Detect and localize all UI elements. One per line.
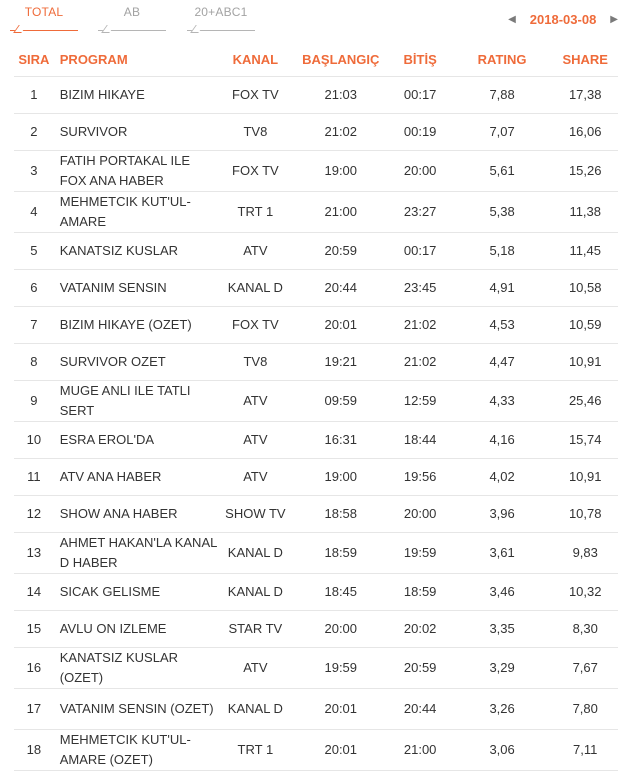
tab-ab-label: AB	[123, 5, 141, 19]
row-end-time: 00:17	[389, 77, 452, 114]
row-program: AVLU ON IZLEME	[54, 611, 218, 648]
tab-total-label: TOTAL	[24, 5, 64, 19]
row-start-time: 18:59	[293, 533, 389, 574]
row-share: 7,67	[552, 648, 618, 689]
row-channel: ATV	[218, 381, 293, 422]
row-end-time: 18:59	[389, 574, 452, 611]
row-program: ESRA EROL'DA	[54, 422, 218, 459]
row-share: 16,06	[552, 114, 618, 151]
row-start-time: 21:02	[293, 114, 389, 151]
next-date-icon[interactable]: ▶	[610, 13, 618, 25]
header-bitis: BİTİŞ	[389, 42, 452, 77]
row-rating: 5,38	[452, 192, 553, 233]
row-start-time: 19:59	[293, 648, 389, 689]
row-channel: KANAL D	[218, 574, 293, 611]
table-row	[14, 307, 618, 344]
row-rating: 4,91	[452, 270, 553, 307]
row-program: MEHMETCIK KUT'UL-AMARE	[54, 192, 218, 233]
row-end-time: 21:02	[389, 307, 452, 344]
table-row	[14, 422, 618, 459]
date-navigator	[508, 9, 618, 29]
row-rating: 3,46	[452, 574, 553, 611]
row-share: 17,38	[552, 77, 618, 114]
row-end-time: 21:02	[389, 344, 452, 381]
row-rating: 3,35	[452, 611, 553, 648]
row-share: 15,26	[552, 151, 618, 192]
row-end-time: 20:00	[389, 151, 452, 192]
row-start-time: 19:21	[293, 344, 389, 381]
row-channel: ATV	[218, 648, 293, 689]
row-start-time: 18:45	[293, 574, 389, 611]
row-program: BIZIM HIKAYE	[54, 77, 218, 114]
row-end-time: 12:59	[389, 381, 452, 422]
row-rank: 14	[14, 574, 54, 611]
row-end-time: 23:27	[389, 192, 452, 233]
header-baslangic: BAŞLANGIÇ	[293, 42, 389, 77]
row-rank: 1	[14, 77, 54, 114]
row-end-time: 20:59	[389, 648, 452, 689]
row-share: 10,91	[552, 459, 618, 496]
row-rating: 3,29	[452, 648, 553, 689]
row-share: 10,78	[552, 496, 618, 533]
current-date: 2018-03-08	[529, 11, 597, 27]
row-program: SURVIVOR	[54, 114, 218, 151]
row-share: 10,58	[552, 270, 618, 307]
table-header-row	[14, 42, 618, 77]
table-row	[14, 192, 618, 233]
row-start-time: 20:01	[293, 730, 389, 771]
row-end-time: 00:17	[389, 233, 452, 270]
row-channel: TV8	[218, 344, 293, 381]
row-rating: 3,96	[452, 496, 553, 533]
row-program: BIZIM HIKAYE (OZET)	[54, 307, 218, 344]
row-rating: 3,26	[452, 689, 553, 730]
row-share: 10,59	[552, 307, 618, 344]
row-rating: 5,18	[452, 233, 553, 270]
row-channel: FOX TV	[218, 77, 293, 114]
row-share: 15,74	[552, 422, 618, 459]
row-start-time: 20:59	[293, 233, 389, 270]
row-channel: KANAL D	[218, 533, 293, 574]
row-share: 11,38	[552, 192, 618, 233]
row-channel: FOX TV	[218, 151, 293, 192]
row-rank: 17	[14, 689, 54, 730]
row-program: KANATSIZ KUSLAR (OZET)	[54, 648, 218, 689]
row-start-time: 09:59	[293, 381, 389, 422]
row-rating: 4,16	[452, 422, 553, 459]
ratings-table	[14, 42, 618, 771]
prev-date-icon[interactable]: ◀	[508, 13, 516, 25]
table-row	[14, 611, 618, 648]
row-channel: TV8	[218, 114, 293, 151]
row-end-time: 20:00	[389, 496, 452, 533]
row-share: 7,11	[552, 730, 618, 771]
row-end-time: 20:02	[389, 611, 452, 648]
table-row	[14, 344, 618, 381]
tab-total-underline	[10, 23, 78, 31]
row-channel: KANAL D	[218, 270, 293, 307]
row-rating: 4,02	[452, 459, 553, 496]
row-start-time: 21:03	[293, 77, 389, 114]
row-start-time: 19:00	[293, 459, 389, 496]
row-end-time: 21:00	[389, 730, 452, 771]
row-end-time: 19:59	[389, 533, 452, 574]
row-end-time: 18:44	[389, 422, 452, 459]
row-rank: 18	[14, 730, 54, 771]
table-row	[14, 77, 618, 114]
table-row	[14, 270, 618, 307]
row-start-time: 20:01	[293, 689, 389, 730]
row-rating: 4,47	[452, 344, 553, 381]
row-program: SICAK GELISME	[54, 574, 218, 611]
row-channel: ATV	[218, 233, 293, 270]
header-sira: SIRA	[14, 42, 54, 77]
row-program: VATANIM SENSIN (OZET)	[54, 689, 218, 730]
row-start-time: 16:31	[293, 422, 389, 459]
tab-20-abc1[interactable]	[187, 5, 255, 33]
table-row	[14, 459, 618, 496]
row-start-time: 18:58	[293, 496, 389, 533]
row-share: 25,46	[552, 381, 618, 422]
row-share: 10,91	[552, 344, 618, 381]
row-rank: 11	[14, 459, 54, 496]
header-rating: RATING	[452, 42, 553, 77]
row-program: VATANIM SENSIN	[54, 270, 218, 307]
row-end-time: 20:44	[389, 689, 452, 730]
table-row	[14, 114, 618, 151]
row-rank: 2	[14, 114, 54, 151]
row-rating: 7,07	[452, 114, 553, 151]
row-start-time: 19:00	[293, 151, 389, 192]
row-program: AHMET HAKAN'LA KANAL D HABER	[54, 533, 218, 574]
row-program: SHOW ANA HABER	[54, 496, 218, 533]
row-program: ATV ANA HABER	[54, 459, 218, 496]
row-program: KANATSIZ KUSLAR	[54, 233, 218, 270]
row-end-time: 00:19	[389, 114, 452, 151]
tab-total[interactable]	[10, 5, 78, 33]
row-share: 11,45	[552, 233, 618, 270]
header-kanal: KANAL	[218, 42, 293, 77]
tab-ab-underline	[98, 23, 166, 31]
row-rating: 7,88	[452, 77, 553, 114]
row-rank: 10	[14, 422, 54, 459]
row-program: MEHMETCIK KUT'UL-AMARE (OZET)	[54, 730, 218, 771]
table-row	[14, 648, 618, 689]
row-rank: 16	[14, 648, 54, 689]
row-channel: STAR TV	[218, 611, 293, 648]
row-channel: TRT 1	[218, 730, 293, 771]
row-start-time: 20:01	[293, 307, 389, 344]
row-program: FATIH PORTAKAL ILE FOX ANA HABER	[54, 151, 218, 192]
table-row	[14, 689, 618, 730]
row-share: 10,32	[552, 574, 618, 611]
header-program: PROGRAM	[54, 42, 218, 77]
table-row	[14, 496, 618, 533]
row-channel: ATV	[218, 459, 293, 496]
row-rating: 3,61	[452, 533, 553, 574]
row-rank: 5	[14, 233, 54, 270]
row-channel: SHOW TV	[218, 496, 293, 533]
header-share: SHARE	[552, 42, 618, 77]
row-end-time: 23:45	[389, 270, 452, 307]
row-rank: 15	[14, 611, 54, 648]
tab-20-abc1-underline	[187, 23, 255, 31]
row-rank: 7	[14, 307, 54, 344]
row-rank: 9	[14, 381, 54, 422]
table-body	[14, 77, 618, 771]
row-rank: 13	[14, 533, 54, 574]
row-share: 8,30	[552, 611, 618, 648]
row-channel: FOX TV	[218, 307, 293, 344]
row-start-time: 20:44	[293, 270, 389, 307]
row-rank: 12	[14, 496, 54, 533]
table-row	[14, 574, 618, 611]
row-program: SURVIVOR OZET	[54, 344, 218, 381]
row-end-time: 19:56	[389, 459, 452, 496]
tab-ab[interactable]	[98, 5, 166, 33]
tab-20-abc1-label: 20+ABC1	[194, 5, 248, 19]
row-rank: 4	[14, 192, 54, 233]
row-channel: KANAL D	[218, 689, 293, 730]
row-rating: 4,33	[452, 381, 553, 422]
row-rating: 3,06	[452, 730, 553, 771]
table-row	[14, 151, 618, 192]
table-row	[14, 533, 618, 574]
row-share: 9,83	[552, 533, 618, 574]
row-rank: 6	[14, 270, 54, 307]
table-row	[14, 730, 618, 771]
row-share: 7,80	[552, 689, 618, 730]
row-rating: 5,61	[452, 151, 553, 192]
top-bar	[0, 0, 634, 40]
row-channel: ATV	[218, 422, 293, 459]
table-row	[14, 381, 618, 422]
row-rank: 8	[14, 344, 54, 381]
row-channel: TRT 1	[218, 192, 293, 233]
row-program: MUGE ANLI ILE TATLI SERT	[54, 381, 218, 422]
row-start-time: 20:00	[293, 611, 389, 648]
row-rank: 3	[14, 151, 54, 192]
row-start-time: 21:00	[293, 192, 389, 233]
row-rating: 4,53	[452, 307, 553, 344]
table-row	[14, 233, 618, 270]
